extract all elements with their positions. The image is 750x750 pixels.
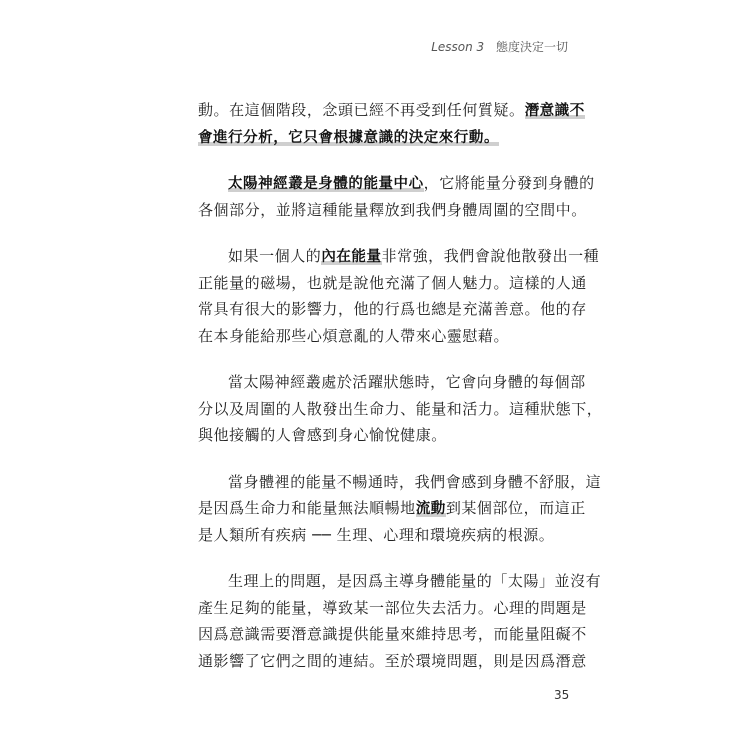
page-number: 35: [554, 688, 570, 702]
text-line: [198, 124, 572, 151]
text-segment: 如果一個人的: [228, 247, 322, 265]
paragraph: [198, 170, 595, 223]
text-segment: 各個部分，並將這種能量釋放到我們身體周圍的空間中。: [198, 200, 587, 219]
highlighted-text: 內在能量: [321, 249, 382, 265]
chapter-title: 態度決定一切: [495, 40, 568, 54]
text-line: [198, 522, 572, 549]
text-line: [198, 270, 587, 297]
text-line: [198, 469, 602, 496]
text-line: [198, 422, 572, 449]
text-line: [198, 621, 587, 648]
text-segment: 通影響了它們之間的連結。至於環境問題，則是因爲潛意: [198, 651, 587, 670]
running-header: [431, 38, 568, 55]
text-segment: 當身體裡的能量不暢通時，我們會感到身體不舒服，這: [228, 472, 602, 491]
text-line: [198, 595, 587, 622]
text-segment: 正能量的磁場，也就是說他充滿了個人魅力。這樣的人通: [198, 273, 587, 292]
text-segment: 產生足夠的能量，導致某一部位失去活力。心理的問題是: [198, 598, 587, 617]
text-segment: 是因爲生命力和能量無法順暢地: [198, 499, 416, 517]
text-line: [198, 369, 586, 396]
text-segment: ，它將能量分發到身體的: [423, 174, 595, 192]
text-line: [198, 396, 603, 423]
text-segment: 因爲意識需要潛意識提供能量來維持思考，而能量阻礙不: [198, 625, 587, 643]
paragraph: [198, 97, 585, 150]
text-segment: 動。在這個階段，念頭已經不再受到任何質疑。: [198, 101, 525, 119]
text-line: [198, 495, 586, 522]
text-line: [198, 323, 572, 350]
text-line: [198, 197, 587, 224]
text-line: [198, 170, 595, 197]
text-segment: 非常強，我們會說他散發出一種: [381, 247, 600, 265]
highlighted-text: 會進行分析，它只會根據意識的決定來行動。: [198, 129, 499, 146]
text-segment: 當太陽神經叢處於活躍狀態時，它會向身體的每個部: [228, 373, 586, 391]
text-line: [198, 296, 587, 323]
highlighted-text: 潛意識不: [524, 103, 585, 119]
highlighted-text: 太陽神經叢是身體的能量中心: [228, 176, 424, 192]
text-line: [198, 648, 587, 675]
paragraph: [198, 243, 600, 349]
body-text: [198, 97, 603, 694]
text-line: [198, 568, 602, 595]
text-line: [198, 97, 585, 124]
text-segment: 生理上的問題，是因爲主導身體能量的「太陽」並沒有: [228, 572, 602, 590]
text-segment: 分以及周圍的人散發出生命力、能量和活力。這種狀態下，: [198, 399, 603, 418]
paragraph: [198, 568, 602, 674]
text-segment: 在本身能給那些心煩意亂的人帶來心靈慰藉。: [198, 326, 510, 345]
text-segment: 到某個部位，而這正: [445, 499, 586, 517]
lesson-label: Lesson 3: [431, 40, 485, 54]
paragraph: [198, 369, 603, 449]
highlighted-text: 流動: [415, 501, 446, 517]
text-segment: 是人類所有疾病 ── 生理、心理和環境疾病的根源。: [198, 525, 555, 544]
text-segment: 常具有很大的影響力，他的行爲也總是充滿善意。他的存: [198, 300, 587, 318]
paragraph: [198, 469, 602, 549]
text-segment: 與他接觸的人會感到身心愉悅健康。: [198, 426, 447, 444]
text-line: [198, 243, 600, 270]
